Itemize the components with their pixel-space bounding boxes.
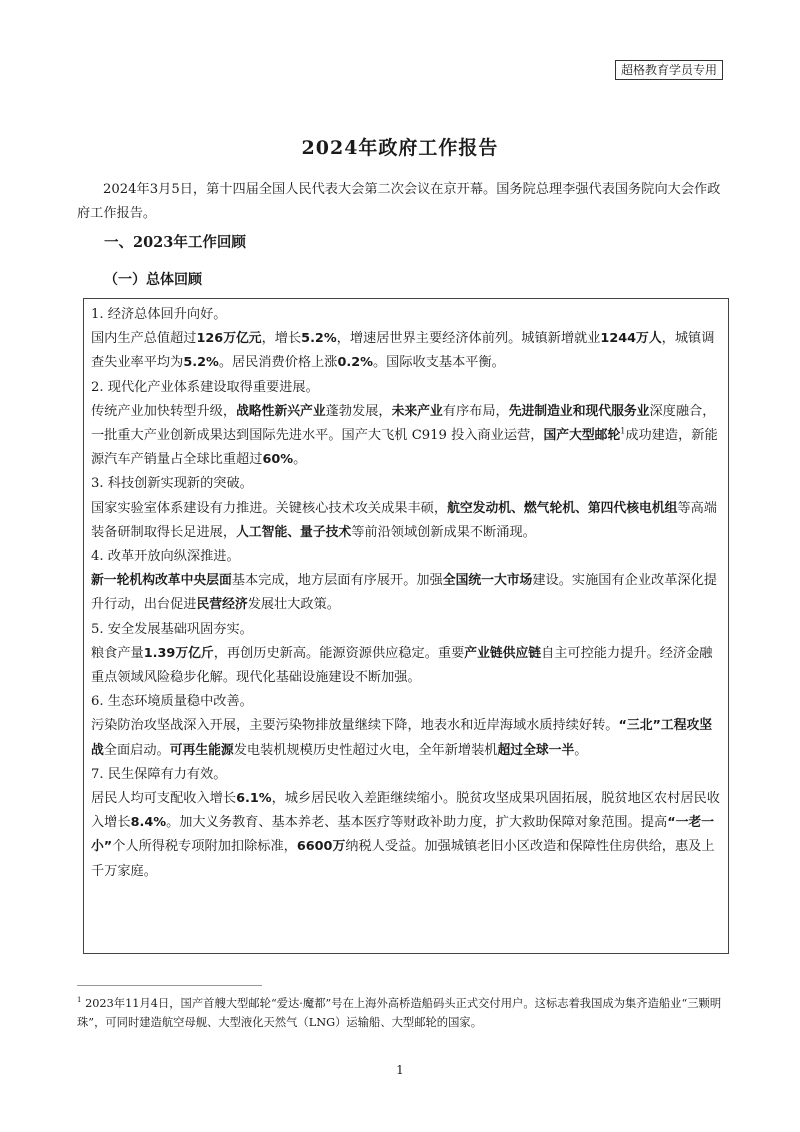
body-text: 。居民消费价格上涨 — [218, 355, 338, 371]
item-paragraph — [91, 400, 721, 473]
item-heading: 6. 生态环境质量稳中改善。 — [91, 694, 253, 710]
highlight-text: 超过全球一半 — [497, 742, 575, 758]
highlight-text: 60% — [262, 452, 294, 468]
item-paragraph — [91, 497, 721, 545]
item-heading: 4. 改革开放向纵深推进。 — [91, 549, 240, 565]
usage-stamp: 超格教育学员专用 — [615, 60, 723, 80]
item-heading: 7. 民生保障有力有效。 — [91, 766, 227, 782]
body-text: 有序布局， — [442, 403, 509, 419]
body-text: 建设。实施国有企业改革深化提升行动，出台促进 — [91, 573, 717, 613]
highlight-text: 全国统一大市场 — [442, 573, 533, 589]
body-text: ，增速居世界主要经济体前列。城镇新增就业 — [336, 331, 601, 347]
body-text: ，再创历史新高。能源资源供应稳定。重要 — [213, 645, 465, 661]
body-text: 蓬勃发展， — [325, 403, 392, 419]
item-paragraph — [91, 787, 721, 884]
footnote-mark: 1 — [77, 996, 82, 1005]
item-heading: 3. 科技创新实现新的突破。 — [91, 476, 253, 492]
highlight-text: 航空发动机、燃气轮机、第四代核电机组 — [447, 500, 678, 516]
highlight-text: 战略性新兴产业 — [236, 403, 326, 419]
page-number: 1 — [396, 1063, 404, 1077]
body-text: 等高端装备研制取得长足进展， — [91, 500, 717, 540]
body-text: 。 — [293, 452, 307, 468]
body-text: ，增长 — [261, 331, 302, 347]
highlight-text: 民营经济 — [196, 597, 248, 613]
highlight-text: 人工智能、量子技术 — [236, 524, 352, 540]
footnote — [77, 994, 729, 1032]
body-text: 发电装机规模历史性超过火电，全年新增装机 — [233, 742, 498, 758]
item-heading: 5. 安全发展基础巩固夯实。 — [91, 621, 253, 637]
body-text: ，城乡居民收入差距继续缩小。脱贫攻坚成果巩固拓展，脱贫地区农村居民收入增长 — [91, 791, 720, 831]
item-paragraph — [91, 714, 721, 762]
body-text: 国内生产总值超过 — [91, 331, 197, 347]
highlight-text: 6600万 — [296, 839, 346, 855]
highlight-text: 先进制造业和现代服务业 — [508, 403, 650, 419]
highlight-text: 国产大型邮轮 — [543, 428, 621, 444]
body-text: 国家实验室体系建设有力推进。关键核心技术攻关成果丰硕， — [91, 500, 448, 516]
body-text: 粮食产量 — [91, 645, 144, 661]
item-heading: 2. 现代化产业体系建设取得重要进展。 — [91, 379, 319, 395]
highlight-text: 未来产业 — [391, 403, 443, 419]
body-text: 个人所得税专项附加扣除标准， — [112, 839, 297, 855]
highlight-text: 1244万人 — [600, 331, 662, 347]
body-text: 传统产业加快转型升级， — [91, 403, 237, 419]
highlight-text: “一老一小” — [91, 815, 714, 855]
section-heading: 一、2023年工作回顾 — [104, 234, 246, 251]
body-text: 污染防治攻坚战深入开展，主要污染物排放量继续下降，地表水和近岸海域水质持续好转。 — [91, 718, 619, 734]
body-text: 基本完成，地方层面有序展开。加强 — [231, 573, 443, 589]
body-text: 全面启动。 — [103, 742, 170, 758]
highlight-text: 1.39万亿斤 — [143, 645, 214, 661]
highlight-text: 8.4% — [130, 815, 167, 831]
body-text: 居民人均可支配收入增长 — [91, 791, 237, 807]
highlight-text: 产业链供应链 — [464, 645, 542, 661]
highlight-text: 0.2% — [337, 355, 373, 371]
body-text: 深度融合，一批重大产业创新成果达到国际先进水平。国产大飞机 C919 投入商业运营， — [91, 403, 716, 444]
body-text: 成功建造，新能源汽车产销量占全球比重超过 — [91, 428, 718, 468]
item-paragraph — [91, 569, 721, 617]
body-text: 。加大义务教育、基本养老、基本医疗等财政补助力度，扩大救助保障对象范围。提高 — [166, 815, 668, 831]
body-text: 自主可控能力提升。经济金融重点领域风险稳步化解。现代化基础设施建设不断加强。 — [91, 645, 713, 686]
highlight-text: 可再生能源 — [169, 742, 234, 758]
overview-box — [83, 298, 729, 954]
page-title: 2024年政府工作报告 — [301, 137, 499, 159]
highlight-text: 5.2% — [183, 355, 219, 371]
footnote-reference: 1 — [620, 426, 626, 436]
intro-paragraph: 2024年3月5日，第十四届全国人民代表大会第二次会议在京开幕。国务院总理李强代表国务院向大会作政府工作报告。 — [77, 182, 721, 221]
highlight-text: 新一轮机构改革中央层面 — [91, 573, 232, 589]
body-text: 发展壮大政策。 — [247, 597, 340, 613]
body-text: 纳税人受益。加强城镇老旧小区改造和保障性住房供给，惠及上千万家庭。 — [91, 839, 715, 879]
subsection-heading: （一）总体回顾 — [104, 272, 202, 288]
item-heading: 1. 经济总体回升向好。 — [91, 307, 227, 322]
highlight-text: 126万亿元 — [196, 331, 262, 347]
footnote-divider — [77, 985, 262, 986]
footnote-text: 2023年11月4日，国产首艘大型邮轮“爱达·魔都”号在上海外高桥造船码头正式交付用户。这标志着我国成为集齐造船业“三颗明珠”，可同时建造航空母舰、大型液化天然气（LNG）运输船、大型邮轮的国家。 — [77, 997, 722, 1029]
body-text: ，城镇调查失业率平均为 — [91, 331, 715, 371]
highlight-text: 5.2% — [301, 331, 337, 347]
body-text: 。国际收支基本平衡。 — [373, 355, 505, 371]
item-paragraph — [91, 642, 721, 690]
highlight-text: “三北”工程攻坚战 — [91, 718, 713, 758]
body-text: 。 — [574, 742, 588, 758]
highlight-text: 6.1% — [236, 791, 272, 807]
body-text: 等前沿领域创新成果不断涌现。 — [351, 524, 536, 540]
item-paragraph — [91, 327, 721, 375]
